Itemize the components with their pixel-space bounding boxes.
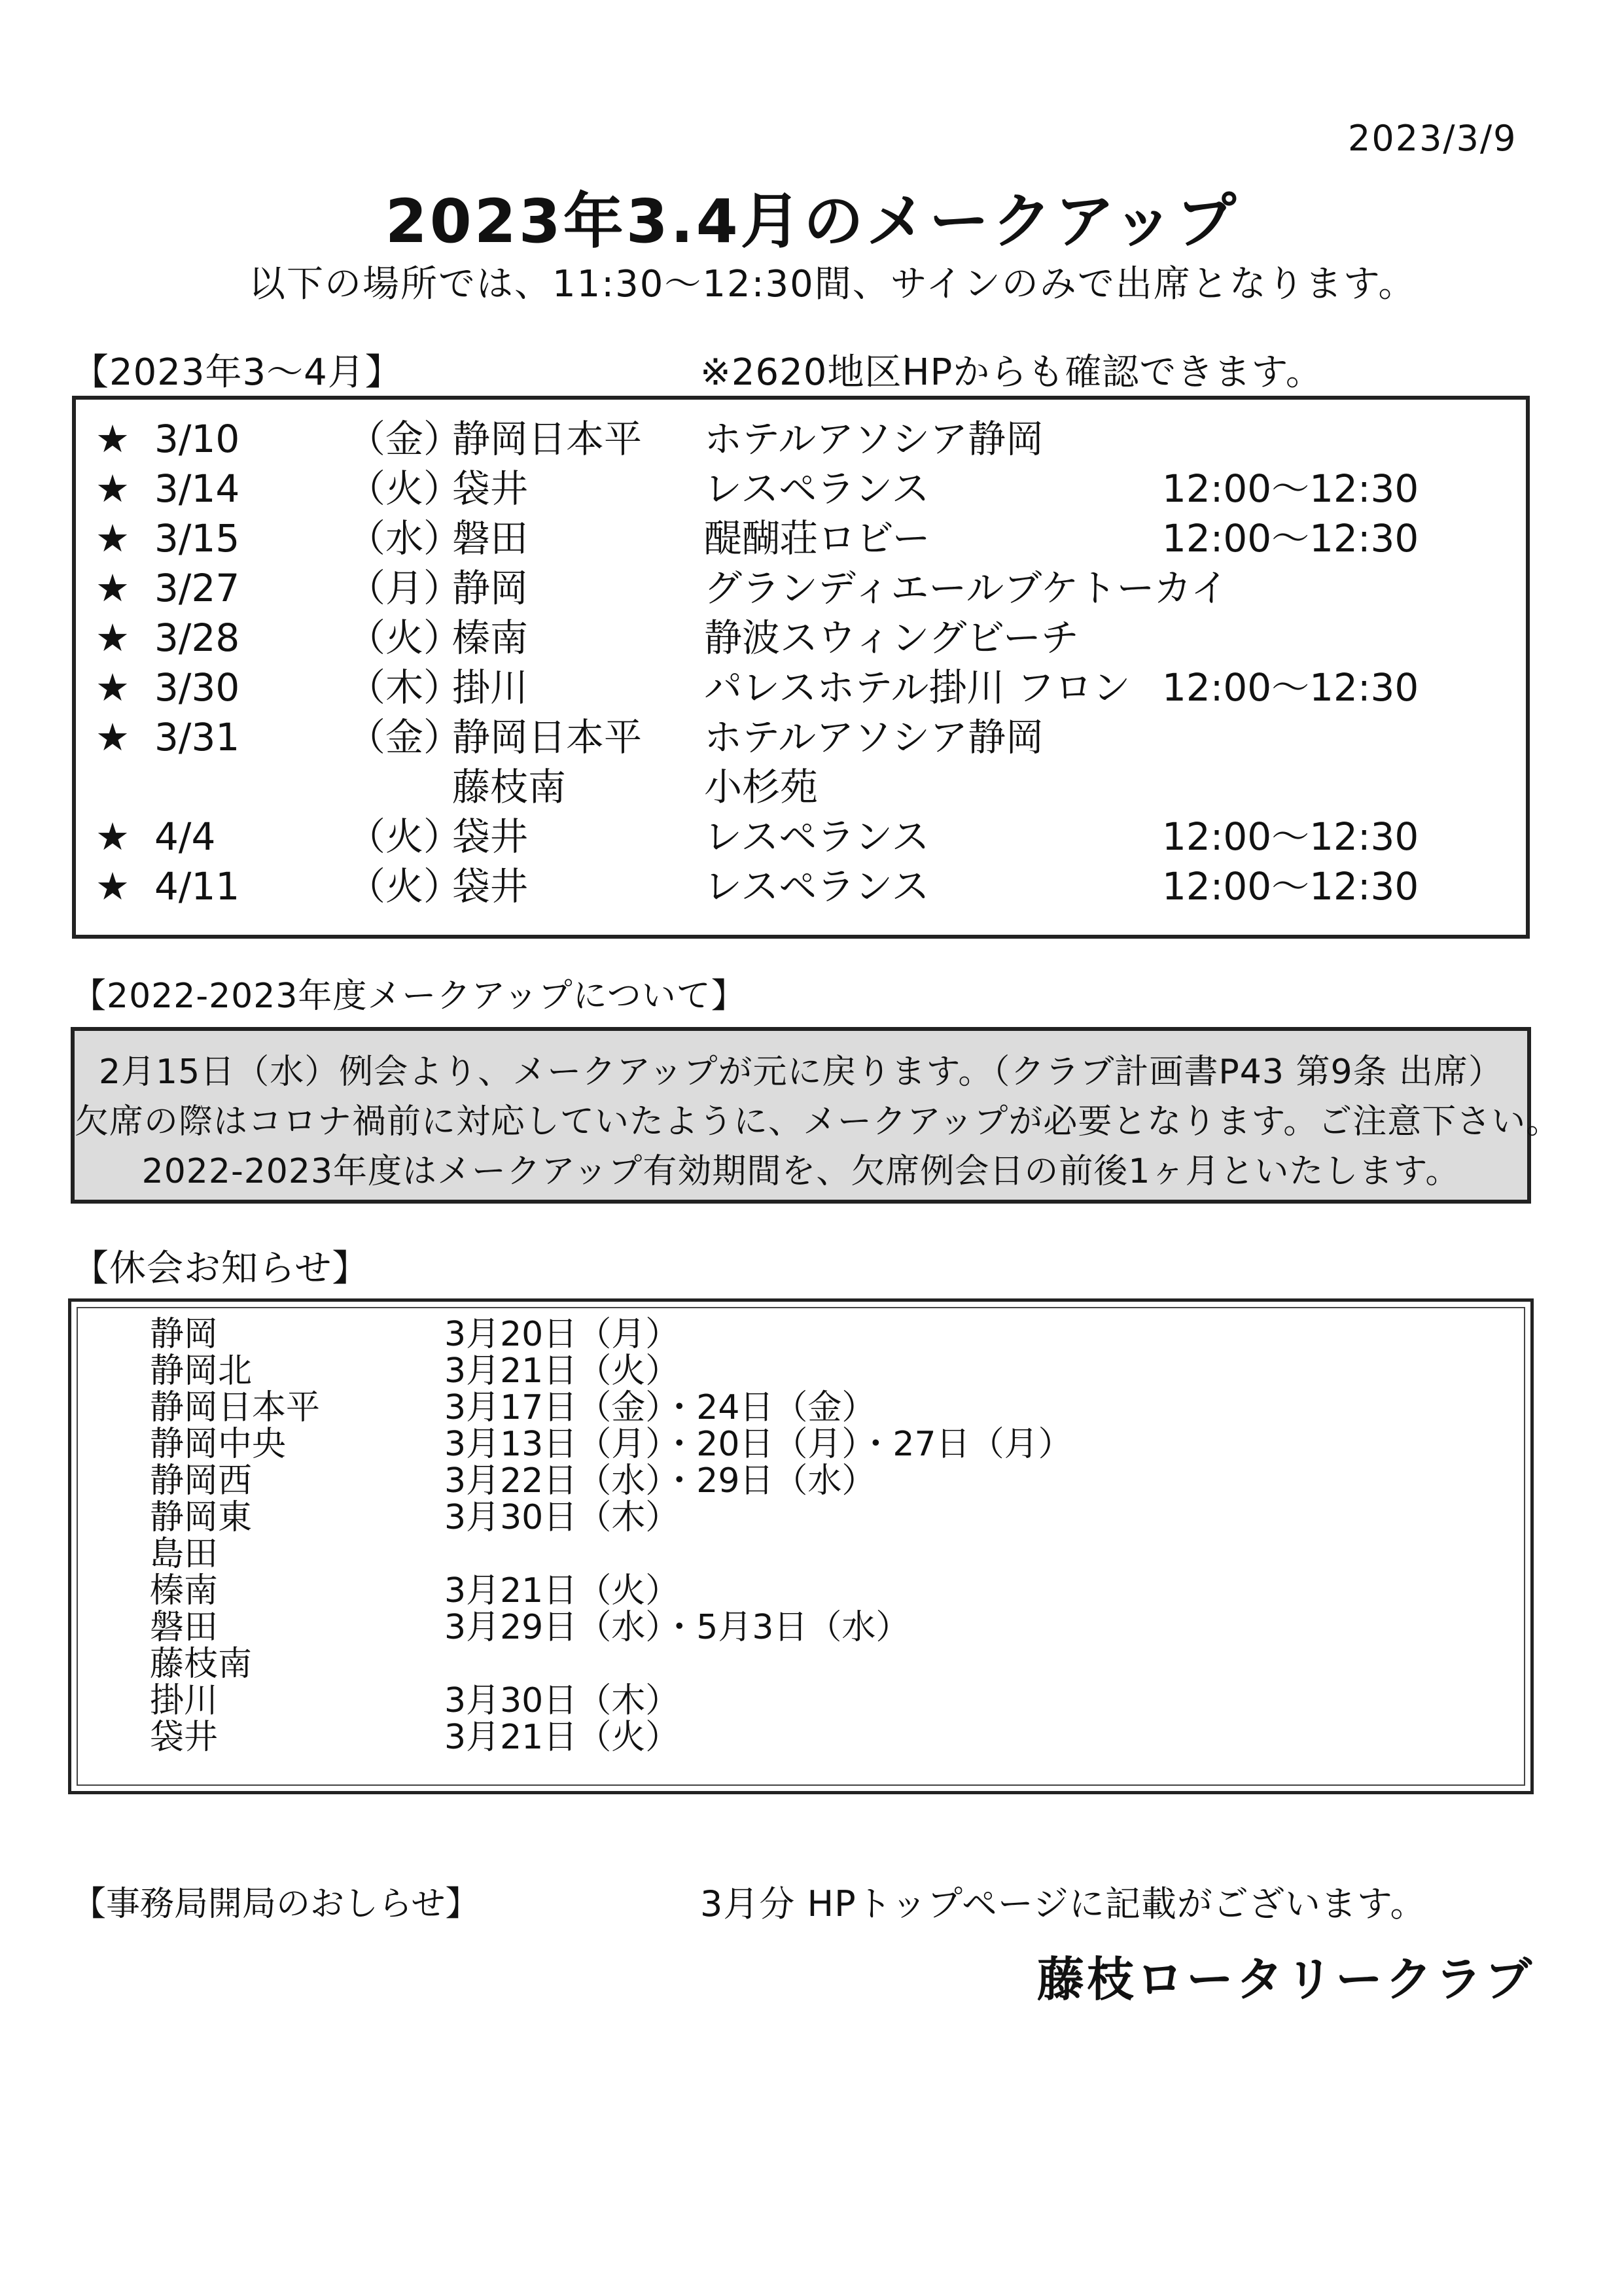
makeup-club: 磐田	[452, 516, 529, 561]
star-icon: ★	[96, 566, 130, 610]
makeup-section-label: 【2023年3～4月】	[72, 351, 402, 394]
makeup-venue: レスペランス	[704, 864, 930, 909]
closure-dates: 3月30日（木）	[444, 1681, 680, 1720]
page-title: 2023年3.4月のメークアップ	[385, 186, 1239, 256]
makeup-time: 12:00～12:30	[1162, 516, 1419, 561]
makeup-date: 3/15	[154, 516, 240, 561]
star-icon: ★	[96, 516, 130, 561]
makeup-club: 袋井	[452, 466, 529, 511]
makeup-weekday: （月）	[347, 566, 462, 610]
star-icon: ★	[96, 814, 130, 859]
makeup-date: 3/31	[154, 715, 240, 759]
closure-club: 掛川	[150, 1681, 219, 1720]
closure-dates: 3月20日（月）	[444, 1315, 680, 1354]
makeup-date: 4/11	[154, 864, 240, 909]
closure-club: 藤枝南	[150, 1644, 253, 1684]
star-icon: ★	[96, 665, 130, 710]
makeup-club: 袋井	[452, 864, 529, 909]
closure-dates: 3月22日（水）・29日（水）	[444, 1461, 876, 1501]
closure-dates: 3月29日（水）・5月3日（水）	[444, 1608, 910, 1647]
makeup-venue: ホテルアソシア静岡	[704, 417, 1044, 461]
star-icon: ★	[96, 864, 130, 909]
closure-club: 静岡東	[150, 1498, 253, 1537]
closure-section-label: 【休会お知らせ】	[72, 1247, 370, 1290]
star-icon: ★	[96, 616, 130, 660]
makeup-weekday: （火）	[347, 466, 462, 511]
makeup-venue: レスペランス	[704, 466, 930, 511]
closure-dates: 3月17日（金）・24日（金）	[444, 1388, 876, 1427]
closure-club: 島田	[150, 1535, 219, 1574]
makeup-venue: 静波スウィングビーチ	[704, 616, 1080, 660]
about-section-label: 【2022-2023年度メークアップについて】	[72, 977, 746, 1016]
closure-club: 袋井	[150, 1718, 219, 1757]
closure-club: 静岡	[150, 1315, 219, 1354]
makeup-notice-box	[71, 1027, 1561, 1204]
makeup-date: 4/4	[154, 814, 216, 859]
office-section-label: 【事務局開局のおしらせ】	[72, 1885, 480, 1924]
closure-dates: 3月30日（木）	[444, 1498, 680, 1537]
closure-club: 磐田	[150, 1608, 219, 1647]
makeup-date: 3/27	[154, 566, 240, 610]
makeup-schedule-box	[72, 396, 1530, 939]
makeup-weekday: （金）	[347, 715, 462, 759]
closure-dates: 3月13日（月）・20日（月）・27日（月）	[444, 1425, 1072, 1464]
makeup-weekday: （水）	[347, 516, 462, 561]
makeup-note: ※2620地区HPからも確認できます。	[700, 351, 1323, 394]
star-icon: ★	[96, 466, 130, 511]
makeup-club: 藤枝南	[452, 765, 567, 809]
makeup-weekday: （木）	[347, 665, 462, 710]
makeup-time: 12:00～12:30	[1162, 864, 1419, 909]
closure-dates: 3月21日（火）	[444, 1718, 680, 1757]
makeup-club: 静岡日本平	[452, 417, 643, 461]
makeup-venue: グランディエールブケトーカイ	[704, 566, 1229, 610]
closure-club: 静岡北	[150, 1351, 253, 1391]
makeup-venue: ホテルアソシア静岡	[704, 715, 1044, 759]
makeup-weekday: （火）	[347, 864, 462, 909]
makeup-club: 静岡日本平	[452, 715, 643, 759]
makeup-weekday: （金）	[347, 417, 462, 461]
makeup-club: 静岡	[452, 566, 529, 610]
makeup-time: 12:00～12:30	[1162, 466, 1419, 511]
makeup-date: 3/30	[154, 665, 240, 710]
subtitle: 以下の場所では、11:30～12:30間、サインのみで出席となります。	[249, 263, 1417, 305]
closure-dates: 3月21日（火）	[444, 1571, 680, 1610]
makeup-date: 3/14	[154, 466, 240, 511]
makeup-date: 3/28	[154, 616, 240, 660]
makeup-weekday: （火）	[347, 814, 462, 859]
makeup-weekday: （火）	[347, 616, 462, 660]
makeup-date: 3/10	[154, 417, 240, 461]
makeup-venue: 小杉苑	[704, 765, 819, 809]
closure-box	[68, 1298, 1534, 1794]
notice-line: 欠席の際はコロナ禍前に対応していたように、メークアップが必要となります。ご注意下さい。	[75, 1102, 1561, 1141]
notice-line: 2022-2023年度はメークアップ有効期間を、欠席例会日の前後1ヶ月といたします。	[141, 1152, 1460, 1191]
makeup-venue: パレスホテル掛川 フロン	[704, 665, 1131, 710]
document-date: 2023/3/9	[1348, 118, 1517, 159]
office-notice-text: 3月分 HPトップページに記載がございます。	[700, 1883, 1426, 1924]
closure-club: 静岡日本平	[150, 1388, 321, 1427]
makeup-venue: レスペランス	[704, 814, 930, 859]
closure-dates: 3月21日（火）	[444, 1351, 680, 1391]
makeup-club: 掛川	[452, 665, 529, 710]
club-name: 藤枝ロータリークラブ	[1037, 1952, 1535, 2007]
closure-club: 静岡中央	[150, 1425, 287, 1464]
makeup-club: 袋井	[452, 814, 529, 859]
notice-line: 2月15日（水）例会より、メークアップが元に戻ります。（クラブ計画書P43 第9条 出席）	[98, 1052, 1504, 1092]
makeup-time: 12:00～12:30	[1162, 814, 1419, 859]
makeup-club: 榛南	[452, 616, 529, 660]
star-icon: ★	[96, 715, 130, 759]
makeup-time: 12:00～12:30	[1162, 665, 1419, 710]
makeup-venue: 醍醐荘ロビー	[704, 516, 930, 561]
closure-club: 榛南	[150, 1571, 219, 1610]
closure-inner-border	[77, 1307, 1525, 1786]
closure-club: 静岡西	[150, 1461, 253, 1501]
star-icon: ★	[96, 417, 130, 461]
